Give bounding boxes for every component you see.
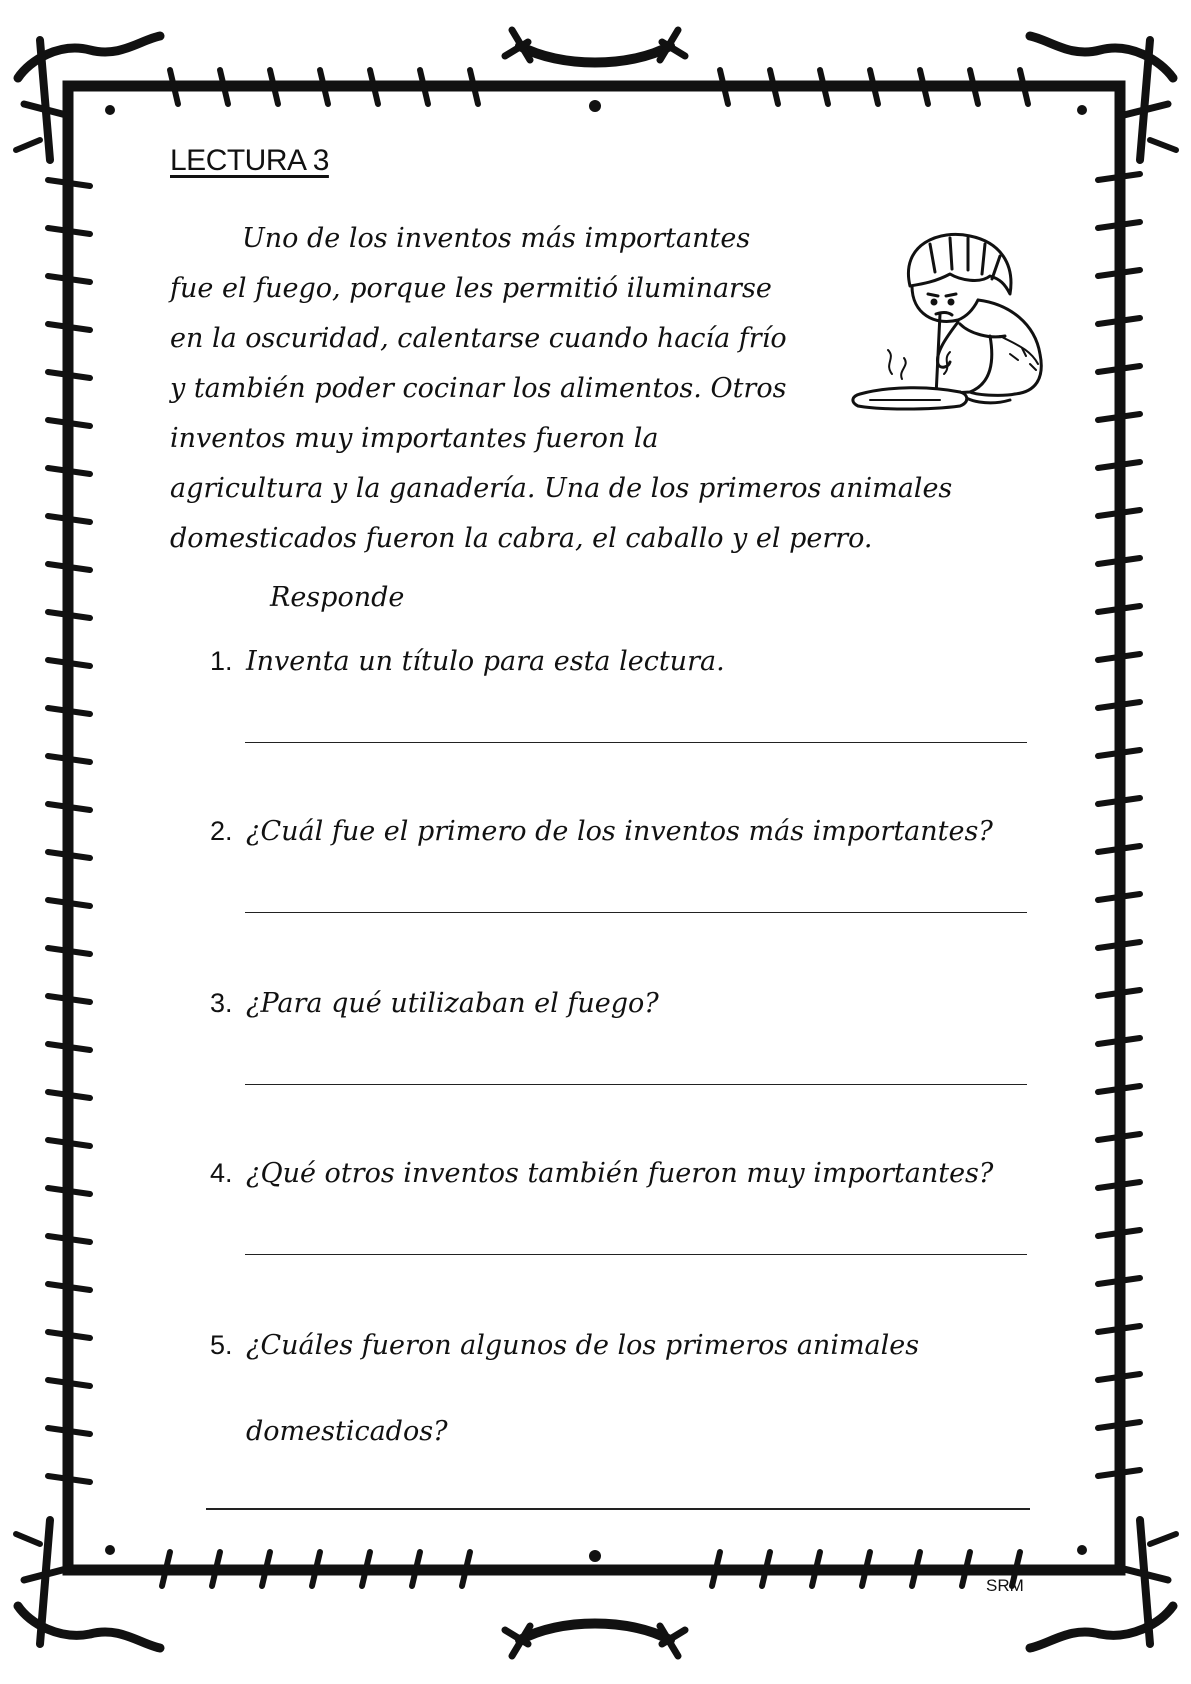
caveman-child-illustration [840,224,1070,424]
reading-line: agricultura y la ganadería. Una de los primeros animales [170,473,953,504]
question-text: ¿Cuál fue el primero de los inventos más importantes? [246,816,993,847]
reading-line: y también poder cocinar los alimentos. Otros [170,373,787,404]
answer-line-3[interactable] [245,1084,1027,1085]
reading-line: fue el fuego, porque les permitió iluminarse [170,273,772,304]
respond-label: Responde [270,582,405,613]
answer-line-1[interactable] [245,742,1027,743]
reading-passage [170,214,952,564]
answer-line-5[interactable] [206,1508,1030,1510]
question-1 [210,646,725,677]
question-text: Inventa un título para esta lectura. [246,646,725,677]
reading-line: domesticados fueron la cabra, el caballo y el perro. [170,523,873,554]
answer-line-2[interactable] [245,912,1027,913]
author-credit: SRM [986,1576,1024,1595]
reading-line: en la oscuridad, calentarse cuando hacía frío [170,323,787,354]
question-3 [210,988,659,1019]
reading-line: Uno de los inventos más importantes [242,223,751,254]
question-text: ¿Cuáles fueron algunos de los primeros animales [246,1330,920,1361]
question-number: 2. [210,816,233,846]
question-text: ¿Para qué utilizaban el fuego? [246,988,659,1019]
answer-line-4[interactable] [245,1254,1027,1255]
question-number: 5. [210,1330,233,1360]
question-text: ¿Qué otros inventos también fueron muy importantes? [246,1158,994,1189]
reading-title: LECTURA 3 [170,144,329,177]
reading-line: inventos muy importantes fueron la [170,423,659,454]
question-4 [210,1158,993,1189]
question-2 [210,816,993,847]
question-5-continuation: domesticados? [246,1416,448,1447]
question-number: 4. [210,1158,233,1188]
question-5 [210,1330,919,1361]
question-number: 3. [210,988,233,1018]
question-number: 1. [210,646,233,676]
